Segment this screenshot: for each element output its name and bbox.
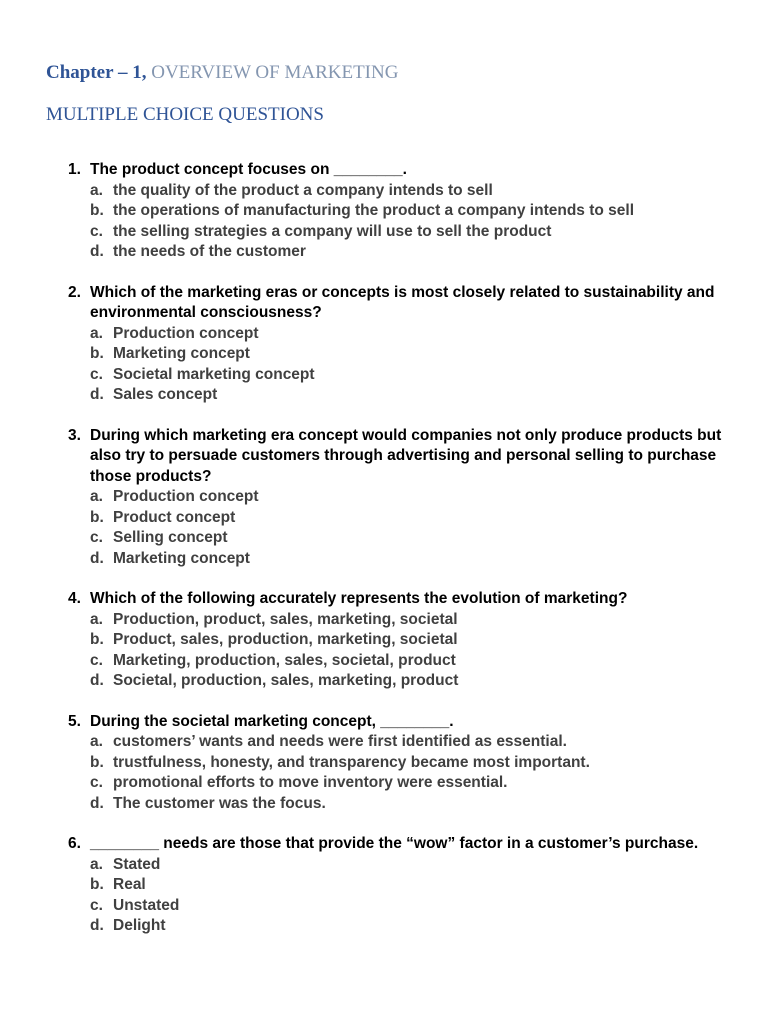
option-text: the needs of the customer bbox=[113, 243, 306, 260]
answer-option bbox=[90, 896, 748, 917]
answer-option bbox=[90, 242, 748, 263]
answer-option bbox=[90, 181, 748, 202]
answer-option bbox=[90, 855, 748, 876]
option-letter: a. bbox=[90, 488, 103, 505]
answer-option bbox=[90, 222, 748, 243]
option-letter: b. bbox=[90, 753, 104, 771]
question-item bbox=[68, 712, 748, 815]
option-letter: d. bbox=[90, 672, 104, 689]
option-letter: b. bbox=[90, 508, 104, 526]
option-text: Unstated bbox=[113, 896, 180, 914]
option-letter: d. bbox=[90, 386, 104, 403]
option-text: customers’ wants and needs were first identified as essential. bbox=[113, 733, 567, 750]
option-list bbox=[90, 610, 748, 692]
option-text: Delight bbox=[113, 917, 166, 934]
answer-option bbox=[90, 487, 748, 508]
answer-option bbox=[90, 365, 748, 386]
option-text: trustfulness, honesty, and transparency became most important. bbox=[113, 753, 590, 771]
option-list bbox=[90, 732, 748, 814]
option-letter: a. bbox=[90, 610, 103, 628]
option-letter: b. bbox=[90, 631, 104, 648]
question-item bbox=[68, 160, 748, 263]
option-letter: c. bbox=[90, 774, 103, 791]
answer-option bbox=[90, 508, 748, 529]
answer-option bbox=[90, 630, 748, 651]
option-letter: c. bbox=[90, 365, 103, 383]
option-letter: b. bbox=[90, 202, 104, 219]
option-letter: c. bbox=[90, 896, 103, 914]
option-list bbox=[90, 324, 748, 406]
option-letter: d. bbox=[90, 243, 104, 260]
question-text: The product concept focuses on ________. bbox=[90, 161, 407, 178]
option-text: Selling concept bbox=[113, 529, 228, 546]
question-number: 5. bbox=[68, 712, 81, 730]
option-text: the operations of manufacturing the product a company intends to sell bbox=[113, 202, 635, 219]
answer-option bbox=[90, 651, 748, 672]
option-text: Real bbox=[113, 876, 146, 893]
option-letter: a. bbox=[90, 181, 103, 199]
answer-option bbox=[90, 671, 748, 692]
option-letter: d. bbox=[90, 549, 104, 567]
option-list bbox=[90, 487, 748, 569]
question-list bbox=[68, 160, 748, 957]
question-text: During the societal marketing concept, ________. bbox=[90, 712, 454, 730]
question-number: 1. bbox=[68, 161, 81, 178]
chapter-title: OVERVIEW OF MARKETING bbox=[151, 62, 399, 83]
option-letter: d. bbox=[90, 917, 104, 934]
option-text: Product concept bbox=[113, 508, 236, 526]
option-text: Marketing concept bbox=[113, 549, 250, 567]
question-item bbox=[68, 426, 748, 570]
answer-option bbox=[90, 732, 748, 753]
answer-option bbox=[90, 610, 748, 631]
option-text: the quality of the product a company intends to sell bbox=[113, 181, 493, 199]
answer-option bbox=[90, 773, 748, 794]
option-text: Production concept bbox=[113, 324, 259, 342]
option-letter: c. bbox=[90, 651, 103, 669]
section-title: MULTIPLE CHOICE QUESTIONS bbox=[46, 104, 324, 125]
option-list bbox=[90, 855, 748, 937]
option-text: Societal, production, sales, marketing, product bbox=[113, 672, 459, 689]
option-letter: a. bbox=[90, 733, 103, 750]
chapter-heading bbox=[46, 62, 398, 84]
answer-option bbox=[90, 385, 748, 406]
option-letter: c. bbox=[90, 529, 103, 546]
question-number: 6. bbox=[68, 835, 81, 852]
answer-option bbox=[90, 528, 748, 549]
option-text: Societal marketing concept bbox=[113, 365, 315, 383]
question-number: 2. bbox=[68, 283, 81, 301]
question-text: Which of the following accurately represents the evolution of marketing? bbox=[90, 590, 628, 607]
question-item bbox=[68, 834, 748, 937]
question-item bbox=[68, 283, 748, 406]
answer-option bbox=[90, 794, 748, 815]
option-letter: a. bbox=[90, 855, 103, 873]
option-text: Production, product, sales, marketing, societal bbox=[113, 610, 458, 628]
option-letter: d. bbox=[90, 794, 104, 812]
option-text: Stated bbox=[113, 855, 161, 873]
option-text: Product, sales, production, marketing, societal bbox=[113, 631, 458, 648]
answer-option bbox=[90, 324, 748, 345]
answer-option bbox=[90, 875, 748, 896]
option-letter: a. bbox=[90, 324, 103, 342]
question-text: Which of the marketing eras or concepts is most closely related to sustainability and environmental consciousness? bbox=[90, 283, 715, 321]
answer-option bbox=[90, 753, 748, 774]
option-text: promotional efforts to move inventory were essential. bbox=[113, 774, 508, 791]
option-letter: b. bbox=[90, 876, 104, 893]
option-letter: b. bbox=[90, 345, 104, 362]
option-text: Production concept bbox=[113, 488, 259, 505]
option-text: The customer was the focus. bbox=[113, 794, 326, 812]
answer-option bbox=[90, 344, 748, 365]
question-number: 3. bbox=[68, 426, 81, 444]
question-item bbox=[68, 589, 748, 692]
chapter-number: Chapter – 1, bbox=[46, 62, 147, 83]
option-letter: c. bbox=[90, 222, 103, 240]
answer-option bbox=[90, 549, 748, 570]
answer-option bbox=[90, 916, 748, 937]
question-number: 4. bbox=[68, 590, 81, 607]
question-text: ________ needs are those that provide the “wow” factor in a customer’s purchase. bbox=[90, 835, 699, 852]
option-list bbox=[90, 181, 748, 263]
option-text: the selling strategies a company will use to sell the product bbox=[113, 222, 552, 240]
answer-option bbox=[90, 201, 748, 222]
option-text: Marketing, production, sales, societal, product bbox=[113, 651, 456, 669]
option-text: Marketing concept bbox=[113, 345, 250, 362]
option-text: Sales concept bbox=[113, 386, 218, 403]
question-text: During which marketing era concept would companies not only produce products but also try to persuade customers through advertising and personal selling to purchase those products? bbox=[90, 426, 722, 485]
